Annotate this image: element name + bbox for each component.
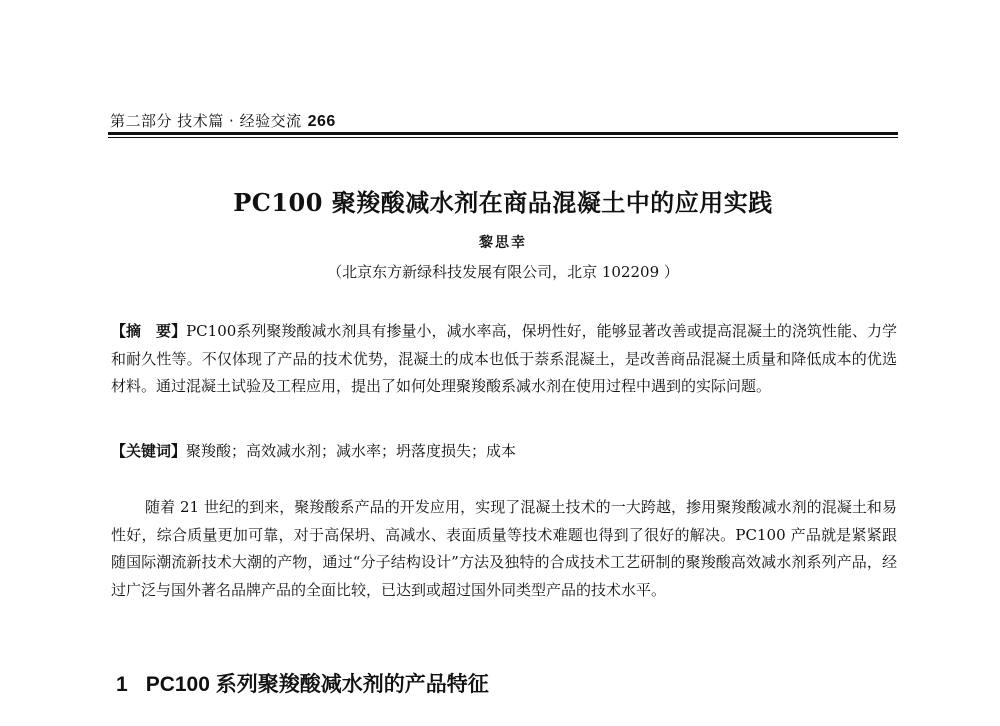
author-name: 黎思幸 xyxy=(479,235,527,251)
running-header-text xyxy=(110,110,336,131)
abstract-text: PC100系列聚羧酸减水剂具有掺量小，减水率高，保坍性好，能够显著改善或提高混凝土的浇筑性能、力学和耐久性等。不仅体现了产品的技术优势，混凝土的成本也低于萘系混凝土，是改善商品混凝土质量和降低成本的优选材料。通过混凝土试验及工程应用，提出了如何处理聚羧酸系减水剂在使用过程中遇到的实际问题。 xyxy=(111,322,897,395)
article-title: PC100 聚羧酸减水剂在商品混凝土中的应用实践 xyxy=(233,188,773,217)
section-title: PC100 系列聚羧酸减水剂的产品特征 xyxy=(145,673,489,696)
section-heading xyxy=(116,668,489,698)
abstract-label: 【摘 要】 xyxy=(111,322,187,340)
body-paragraph: 随着 21 世纪的到来，聚羧酸系产品的开发应用，实现了混凝土技术的一大跨越，掺用聚羧酸减水剂的混凝土和易性好，综合质量更加可靠，对于高保坍、高减水、表面质量等技术难题也得到了很好的解决。PC100 产品就是紧紧跟随国际潮流新技术大潮的产物，通过“分子结构设计”方法及独特的合成技术工艺研制的聚羧酸高效减水剂系列产品，经过广泛与国外著名品牌产品的全面比较，已达到或超过国外同类型产品的技术水平。 xyxy=(111,498,897,599)
keywords-text: 聚羧酸；高效减水剂；减水率；坍落度损失；成本 xyxy=(186,442,517,460)
author-affiliation: （北京东方新绿科技发展有限公司，北京 102209 ） xyxy=(327,263,679,281)
header-rule-thin xyxy=(108,137,898,138)
running-header xyxy=(108,108,898,138)
header-rule-thick xyxy=(108,132,898,135)
abstract xyxy=(111,318,897,401)
keywords-label: 【关键词】 xyxy=(111,442,187,460)
section-number: 1 xyxy=(116,673,128,696)
keywords xyxy=(111,438,897,465)
page-number: 266 xyxy=(307,113,336,130)
running-header-section: 第二部分 技术篇 · 经验交流 xyxy=(110,112,302,130)
